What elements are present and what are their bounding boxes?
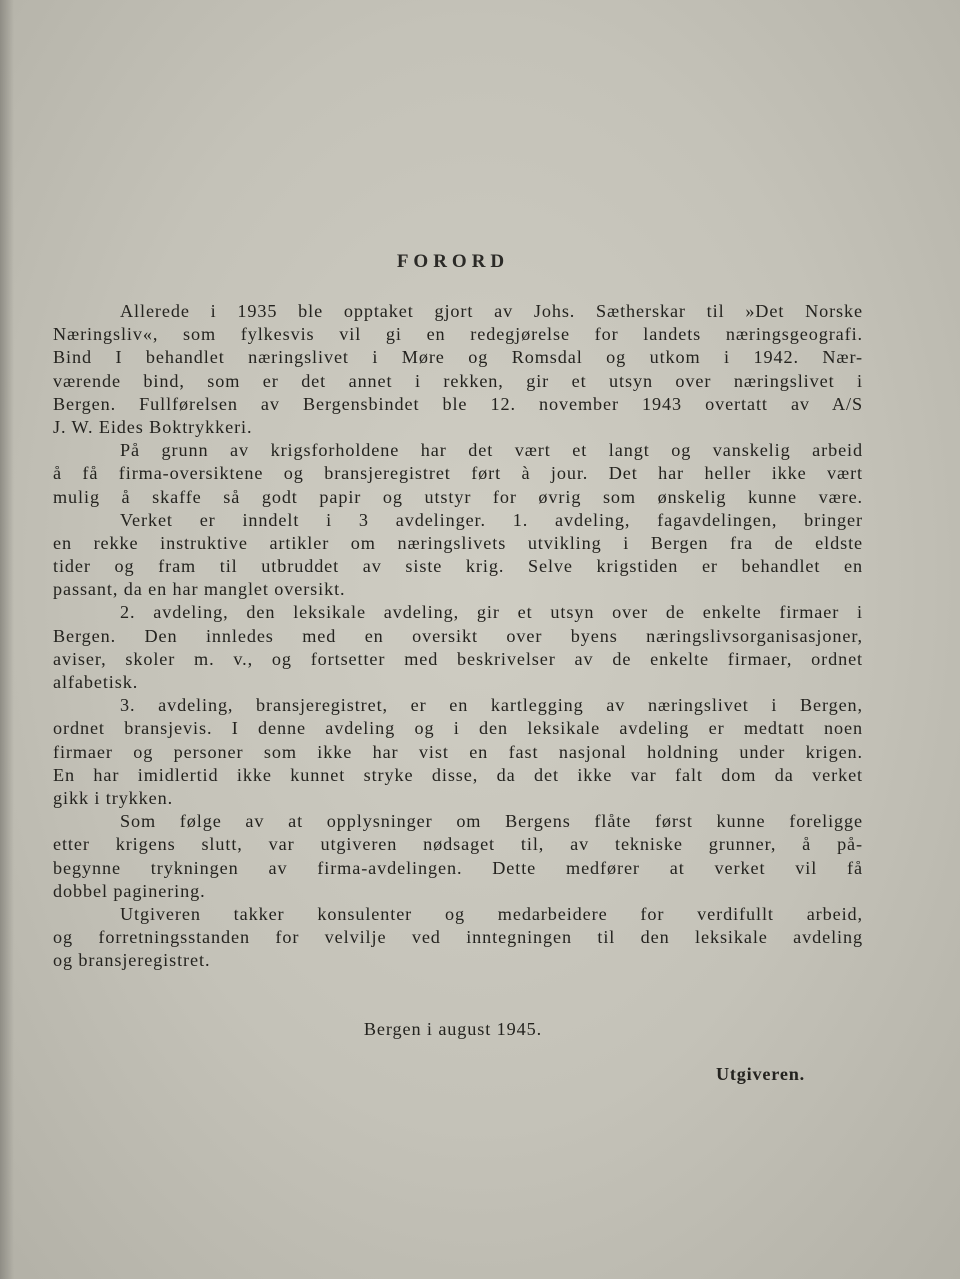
text-line: Bind I behandlet næringslivet i Møre og Romsdal og utkom i 1942. Nær- <box>53 347 863 368</box>
text-line: Næringsliv«, som fylkesvis vil gi en redegjørelse for landets næringsgeografi. <box>53 324 863 345</box>
text-line: alfabetisk. <box>53 672 139 692</box>
text-line: mulig å skaffe så godt papir og utstyr for øvrig som ønskelig kunne være. <box>53 486 863 507</box>
text-line: og bransjeregistret. <box>53 950 211 971</box>
page-title: FORORD <box>396 251 510 272</box>
text-line: Bergen. Den innledes med en oversikt over byens næringslivsorganisasjoner, <box>53 625 863 646</box>
text-line: aviser, skoler m. v., og fortsetter med beskrivelser av de enkelte firmaer, ordnet <box>53 648 863 669</box>
text-line: 2. avdeling, den leksikale avdeling, gir et utsyn over de enkelte firmaer i <box>120 602 863 623</box>
text-line: firmaer og personer som ikke har vist en fast nasjonal holdning under krigen. <box>53 741 863 762</box>
text-line: ordnet bransjevis. I denne avdeling og i den leksikale avdeling er medtatt noen <box>53 718 863 739</box>
signature: Utgiveren. <box>716 1064 805 1084</box>
text-line: en rekke instruktive artikler om næringslivets utvikling i Bergen fra de eldste <box>53 532 863 553</box>
text-line: På grunn av krigsforholdene har det vært et langt og vanskelig arbeid <box>120 440 863 461</box>
text-line: værende bind, som er det annet i rekken, gir et utsyn over næringslivet i <box>53 370 863 391</box>
dateline: Bergen i august 1945. <box>363 1019 543 1039</box>
text-line: Utgiveren takker konsulenter og medarbeidere for verdifullt arbeid, <box>120 903 863 924</box>
foreword-body <box>53 300 863 972</box>
text-line: passant, da en har manglet oversikt. <box>53 579 346 600</box>
text-line: og forretningsstanden for velvilje ved inntegningen til den leksikale avdeling <box>53 927 863 948</box>
text-line: tider og fram til utbruddet av siste krig. Selve krigstiden er behandlet en <box>53 556 863 577</box>
text-line: Verket er inndelt i 3 avdelinger. 1. avdeling, fagavdelingen, bringer <box>120 509 863 530</box>
text-line: Allerede i 1935 ble opptaket gjort av Johs. Sætherskar til »Det Norske <box>120 301 863 321</box>
text-line: 3. avdeling, bransjeregistret, er en kartlegging av næringslivet i Bergen, <box>120 695 863 716</box>
text-line: Bergen. Fullførelsen av Bergensbindet ble 12. november 1943 overtatt av A/S <box>53 393 863 414</box>
text-line: begynne trykningen av firma-avdelingen. Dette medfører at verket vil få <box>53 857 863 878</box>
text-line: etter krigens slutt, var utgiveren nødsaget til, av tekniske grunner, å på- <box>53 834 863 855</box>
text-line: gikk i trykken. <box>53 787 174 808</box>
text-line: J. W. Eides Boktrykkeri. <box>53 416 253 437</box>
text-line: En har imidlertid ikke kunnet stryke disse, da det ikke var falt dom da verket <box>53 764 863 785</box>
text-line: å få firma-oversiktene og bransjeregistret ført à jour. Det har heller ikke vært <box>53 463 863 484</box>
text-line: dobbel paginering. <box>53 880 206 901</box>
text-line: Som følge av at opplysninger om Bergens flåte først kunne foreligge <box>120 811 863 832</box>
